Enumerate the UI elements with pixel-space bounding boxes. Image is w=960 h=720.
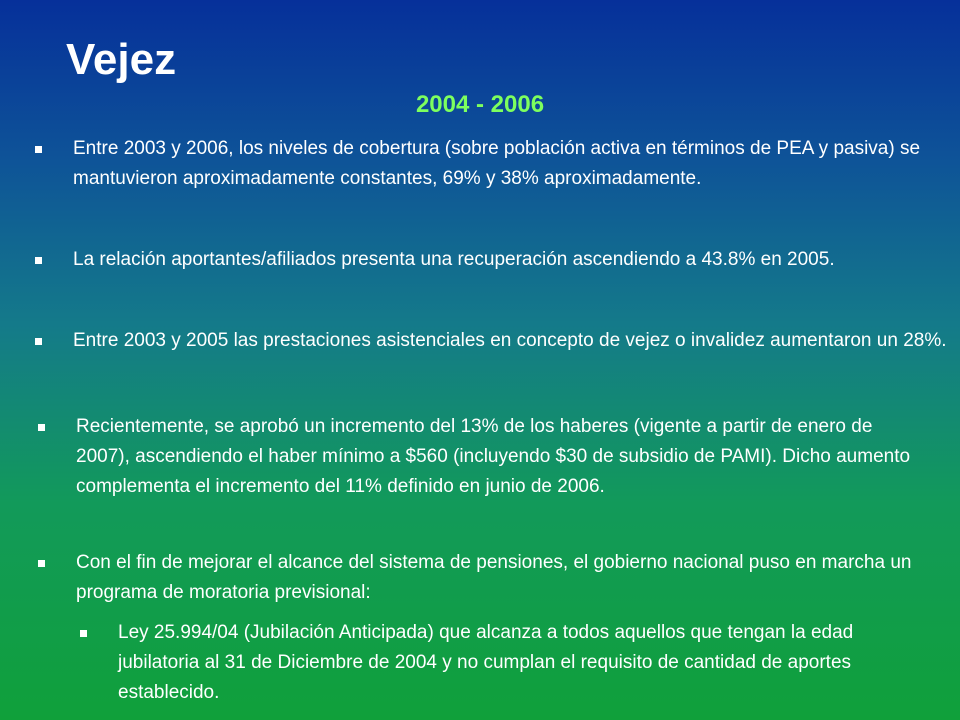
square-bullet-icon (35, 146, 42, 153)
bullet-text: Con el fin de mejorar el alcance del sistema de pensiones, el gobierno nacional puso en marcha un programa de moratoria previsional: (76, 552, 912, 603)
square-bullet-icon (38, 560, 45, 567)
bullet-item (38, 412, 928, 502)
slide-subtitle: 2004 - 2006 (415, 91, 545, 118)
bullet-item (35, 245, 895, 275)
square-bullet-icon (35, 257, 42, 264)
bullet-text: Entre 2003 y 2005 las prestaciones asistenciales en concepto de vejez o invalidez aumentaron un 28%. (73, 330, 947, 351)
bullet-text: Recientemente, se aprobó un incremento del 13% de los haberes (vigente a partir de enero de 2007), ascendiendo el haber mínimo a $560 (incluyendo $30 de subsidio de PAMI). Dicho aumento complementa el incremento del 11% definido en junio de 2006. (76, 416, 911, 497)
bullet-item (38, 548, 938, 608)
slide-title: Vejez (66, 35, 177, 84)
bullet-text: Entre 2003 y 2006, los niveles de cobertura (sobre población activa en términos de PEA y pasiva) se mantuvieron aproximadamente constantes, 69% y 38% aproximadamente. (73, 138, 921, 189)
square-bullet-icon (80, 630, 87, 637)
square-bullet-icon (35, 338, 42, 345)
square-bullet-icon (38, 424, 45, 431)
bullet-item (35, 134, 935, 194)
bullet-item (35, 326, 960, 356)
sub-bullet-text: Ley 25.994/04 (Jubilación Anticipada) que alcanza a todos aquellos que tengan la edad jubilatoria al 31 de Diciembre de 2004 y no cumplan el requisito de cantidad de aportes establecido. (118, 622, 854, 703)
sub-bullet-item (80, 618, 920, 708)
bullet-text: La relación aportantes/afiliados presenta una recuperación ascendiendo a 43.8% en 2005. (73, 249, 835, 270)
